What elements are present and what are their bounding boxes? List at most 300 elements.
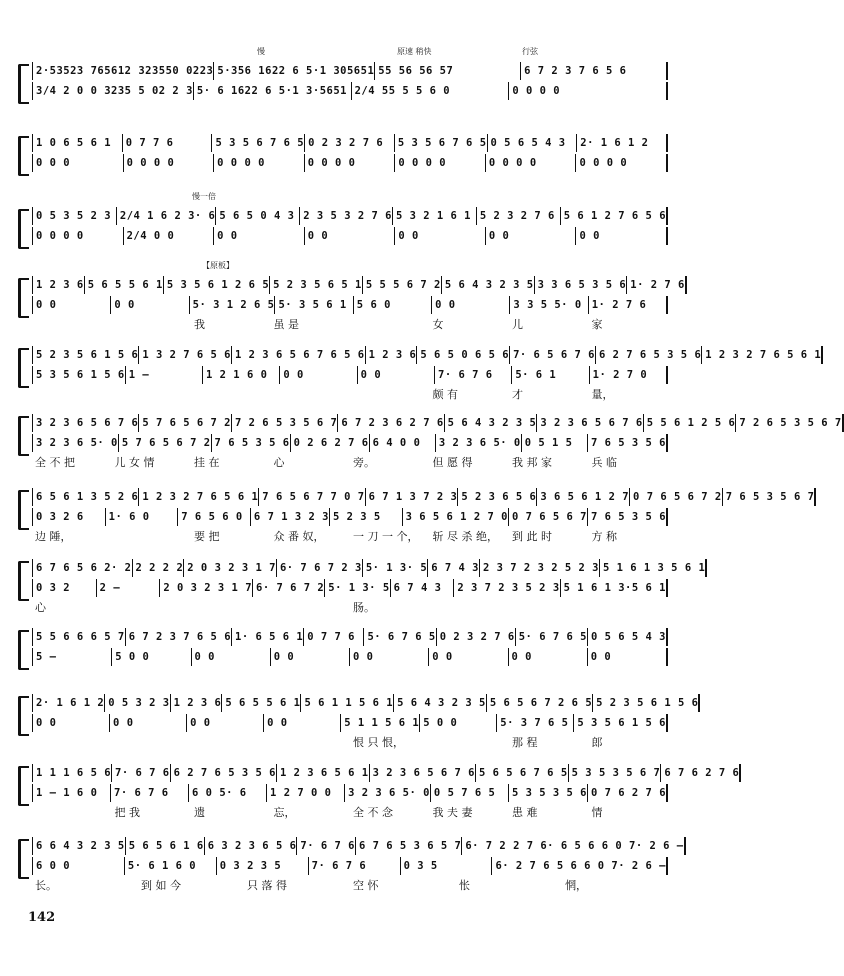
measure: 6 7 1 3 7 2 3 bbox=[366, 488, 459, 506]
measure: 2 3 7 2 3 5 2 3 bbox=[454, 579, 560, 597]
tempo-direction: 慢 bbox=[257, 47, 265, 56]
measure: 0 0 bbox=[350, 648, 429, 666]
measure: 5 3 5 6 7 6 5 bbox=[212, 134, 305, 152]
lyric: 家 bbox=[591, 318, 603, 331]
measure: 0 0 0 0 bbox=[124, 154, 215, 172]
vocal-staff bbox=[32, 508, 668, 526]
melody-staff bbox=[32, 837, 684, 855]
lyrics-line bbox=[32, 528, 668, 542]
lyric bbox=[32, 102, 191, 116]
system-bracket bbox=[18, 348, 29, 388]
lyric bbox=[112, 316, 192, 330]
measure: 1 2 3 6 bbox=[32, 276, 85, 294]
lyric: 兵 临 bbox=[591, 456, 617, 469]
measure: 5 3 5 3 5 6 7 bbox=[569, 764, 662, 782]
measure: 5 6 5 5 6 1 bbox=[85, 276, 164, 294]
measure: 6 7 1 3 2 3 bbox=[251, 508, 330, 526]
system-bracket bbox=[18, 278, 29, 318]
measure: 5 6 5 5 6 1 bbox=[222, 694, 301, 712]
lyrics-line bbox=[32, 454, 668, 468]
measure: 7 6 5 3 5 6 bbox=[588, 434, 668, 452]
score-system bbox=[22, 760, 740, 820]
lyric bbox=[32, 804, 112, 818]
lyric bbox=[32, 734, 112, 748]
lyric bbox=[214, 247, 305, 261]
lyric: 遗 bbox=[194, 806, 205, 819]
lyric bbox=[32, 316, 112, 330]
lyric: 挂 在 bbox=[194, 456, 220, 469]
lyric bbox=[509, 599, 589, 613]
measure: 0 5 7 6 5 bbox=[431, 784, 509, 802]
measure: 2 0 3 2 3 1 7 bbox=[160, 579, 253, 597]
measure: 0 0 bbox=[111, 296, 189, 314]
lyric bbox=[430, 668, 510, 682]
system-bracket bbox=[18, 136, 29, 176]
lyric: 众 番 奴， bbox=[273, 530, 325, 543]
measure: 5 3 5 6 1 5 6 bbox=[32, 366, 126, 384]
lyric: 斩 尽 杀 绝， bbox=[432, 530, 498, 543]
lyric: 恨 只 恨， bbox=[353, 736, 404, 749]
tempo-direction: 慢一倍 bbox=[192, 192, 216, 201]
lyric: 怅 bbox=[459, 879, 470, 892]
measure: 0 0 bbox=[32, 714, 110, 732]
system-bracket bbox=[18, 839, 29, 879]
measure: 1 2 3 2 7 6 5 6 1 bbox=[139, 488, 259, 506]
lyric bbox=[271, 734, 351, 748]
system-bracket bbox=[18, 696, 29, 736]
measure: 0 0 bbox=[192, 648, 271, 666]
measure: 7 2 6 5 3 5 6 7 bbox=[736, 414, 843, 432]
system-bracket bbox=[18, 209, 29, 249]
lyrics-line bbox=[32, 316, 668, 330]
measure: 0 0 bbox=[588, 648, 668, 666]
lyric bbox=[32, 174, 123, 188]
measure: 7· 6 7 6 bbox=[297, 837, 356, 855]
lyric bbox=[112, 734, 192, 748]
measure: 1 2 3 6 bbox=[171, 694, 223, 712]
measure: 1 — 1 6 0 bbox=[32, 784, 111, 802]
measure: 0 0 bbox=[271, 648, 350, 666]
measure: 5 3 5 3 5 6 bbox=[509, 784, 588, 802]
lyric bbox=[123, 174, 214, 188]
measure: 5· 1 3· 5 bbox=[363, 559, 428, 577]
measure: 5 6 1 2 7 6 5 6 bbox=[561, 207, 668, 225]
lyric bbox=[589, 599, 669, 613]
measure: 3 3 6 5 3 5 6 bbox=[535, 276, 628, 294]
lyric bbox=[350, 102, 509, 116]
measure: 0 3 2 3 5 bbox=[217, 857, 309, 875]
measure: 5 2 3 2 7 6 bbox=[477, 207, 561, 225]
melody-staff bbox=[32, 134, 668, 152]
measure: 7· 6 7 6 bbox=[309, 857, 401, 875]
measure: 0 0 bbox=[187, 714, 264, 732]
measure: 5 7 6 5 6 7 2 bbox=[119, 434, 212, 452]
lyric: 方 称 bbox=[591, 530, 617, 543]
measure: 0 0 0 0 bbox=[395, 154, 486, 172]
measure: 5 1 1 5 6 1 bbox=[341, 714, 420, 732]
measure: 0 7 6 5 6 7 2 bbox=[630, 488, 723, 506]
lyric bbox=[191, 386, 271, 400]
measure: 6· 2 7 6 5 6 6 0 7· 2 6 — bbox=[492, 857, 668, 875]
melody-staff bbox=[32, 346, 822, 364]
lyric bbox=[32, 386, 112, 400]
measure: 6 7 2 3 6 2 7 6 bbox=[338, 414, 444, 432]
measure: 6· 7 6 7 2 bbox=[253, 579, 325, 597]
score-system bbox=[22, 555, 706, 615]
melody-staff bbox=[32, 62, 668, 80]
measure: 0 0 bbox=[214, 227, 305, 245]
measure: 1· 6 0 bbox=[106, 508, 179, 526]
measure: 3 6 5 6 1 2 7 bbox=[537, 488, 630, 506]
lyric bbox=[350, 668, 430, 682]
measure: 1 2 3 6 5 6 1 bbox=[277, 764, 370, 782]
measure: 5 2 3 5 6 1 5 6 bbox=[32, 346, 139, 364]
lyric: 要 把 bbox=[194, 530, 220, 543]
lyric: 我 夫 妻 bbox=[432, 806, 473, 819]
lyric bbox=[191, 102, 350, 116]
measure: 5· 1 3· 5 bbox=[325, 579, 390, 597]
lyric: 女 bbox=[432, 318, 444, 331]
measure: 0 5 1 5 bbox=[522, 434, 588, 452]
lyric bbox=[191, 734, 271, 748]
measure: 3 2 3 6 5 6 7 6 bbox=[370, 764, 476, 782]
measure: 0 5 3 5 2 3 bbox=[32, 207, 117, 225]
measure: 0 5 3 2 3 bbox=[105, 694, 170, 712]
lyric bbox=[577, 174, 668, 188]
measure: 7 6 5 6 0 bbox=[178, 508, 251, 526]
lyric: 我 邦 家 bbox=[512, 456, 552, 469]
measure: 5· 3 5 6 1 bbox=[275, 296, 353, 314]
lyric bbox=[589, 668, 669, 682]
lyric: 量， bbox=[591, 388, 614, 401]
lyric: 虽 是 bbox=[273, 318, 299, 331]
measure: 6· 7 2 2 7 6· 6 5 6 6 0 7· 2 6 — bbox=[462, 837, 685, 855]
lyric bbox=[509, 668, 589, 682]
measure: 0 0 0 bbox=[32, 154, 124, 172]
measure: 7 6 5 3 5 6 bbox=[588, 508, 668, 526]
measure: 1 2 1 6 0 bbox=[203, 366, 280, 384]
measure: 0 0 0 0 bbox=[214, 154, 305, 172]
measure: 0 0 bbox=[395, 227, 486, 245]
measure: 6 7 6 2 7 6 bbox=[661, 764, 741, 782]
measure: 2· 1 6 1 2 bbox=[32, 694, 105, 712]
lyric: 空 怀 bbox=[353, 879, 379, 892]
measure: 2· 1 6 1 2 bbox=[577, 134, 668, 152]
measure: 5·356 1622 6 5·1 305651 bbox=[214, 62, 375, 80]
measure: 0 0 bbox=[576, 227, 668, 245]
measure: 7 6 5 6 7 7 0 7 bbox=[259, 488, 365, 506]
lyric: 忘， bbox=[273, 806, 296, 819]
measure: 5 6 5 0 4 3 bbox=[216, 207, 300, 225]
measure: 3/4 2 0 0 3235 5 02 2 3 bbox=[32, 82, 194, 100]
measure: 6 2 7 6 5 3 5 6 bbox=[596, 346, 702, 364]
measure: 0 0 0 0 bbox=[576, 154, 668, 172]
score-system bbox=[22, 261, 685, 332]
lyrics-line bbox=[32, 599, 668, 613]
lyric bbox=[486, 174, 577, 188]
measure: 2 2 2 2 bbox=[133, 559, 185, 577]
measure: 0 3 5 bbox=[401, 857, 493, 875]
vocal-staff bbox=[32, 714, 668, 732]
lyric bbox=[430, 599, 510, 613]
measure: 6 7 2 3 7 6 5 6 bbox=[126, 628, 232, 646]
measure: 5· 6 1 bbox=[512, 366, 589, 384]
measure: 5 1 6 1 3 5 6 1 bbox=[600, 559, 707, 577]
measure: 0 2 3 2 7 6 bbox=[305, 134, 395, 152]
measure: 0 0 bbox=[509, 648, 588, 666]
lyric: 长。 bbox=[35, 879, 57, 892]
measure: 2 3 5 3 2 7 6 bbox=[300, 207, 393, 225]
lyric: 那 程 bbox=[512, 736, 538, 749]
measure: 2 0 3 2 3 1 7 bbox=[184, 559, 277, 577]
lyric bbox=[123, 247, 214, 261]
measure: 5 3 5 6 7 6 5 bbox=[395, 134, 488, 152]
score-system bbox=[22, 342, 822, 402]
score-system bbox=[22, 410, 842, 470]
measure: 5 3 5 6 1 5 6 bbox=[574, 714, 668, 732]
measure: 1 — bbox=[126, 366, 203, 384]
lyric bbox=[305, 174, 396, 188]
measure: 0 0 0 0 bbox=[305, 154, 396, 172]
measure: 3 2 3 6 5 6 7 6 bbox=[32, 414, 139, 432]
score-system bbox=[22, 624, 668, 684]
lyric: 颇 有 bbox=[432, 388, 458, 401]
measure: 5 2 3 5 6 1 5 6 bbox=[593, 694, 700, 712]
measure: 5 2 3 6 5 6 bbox=[458, 488, 537, 506]
lyric bbox=[430, 734, 510, 748]
measure: 7 6 5 3 5 6 7 bbox=[723, 488, 817, 506]
measure: 5· 6 1 6 0 bbox=[125, 857, 217, 875]
lyrics-line bbox=[32, 734, 668, 748]
lyrics-line bbox=[32, 668, 668, 682]
vocal-staff bbox=[32, 857, 668, 875]
measure: 6 6 4 3 2 3 5 bbox=[32, 837, 126, 855]
measure: 1· 2 7 6 bbox=[627, 276, 687, 294]
measure: 6 7 6 5 6 2· 2 bbox=[32, 559, 133, 577]
measure: 6 5 6 1 3 5 2 6 bbox=[32, 488, 139, 506]
measure: 6 7 2 3 7 6 5 6 bbox=[521, 62, 668, 80]
lyric bbox=[112, 528, 192, 542]
measure: 1· 6 5 6 1 bbox=[232, 628, 304, 646]
lyric bbox=[191, 668, 271, 682]
lyric: 患 难 bbox=[512, 806, 538, 819]
measure: 2/4 1 6 2 3· 6 bbox=[117, 207, 217, 225]
measure: 2/4 0 0 bbox=[124, 227, 215, 245]
lyric bbox=[395, 174, 486, 188]
lyric: 到 如 今 bbox=[141, 879, 181, 892]
measure: 5 6 0 bbox=[354, 296, 432, 314]
vocal-staff bbox=[32, 296, 668, 314]
vocal-staff bbox=[32, 366, 668, 384]
measure: 5 0 0 bbox=[420, 714, 497, 732]
melody-staff bbox=[32, 276, 685, 294]
measure: 1 0 6 5 6 1 bbox=[32, 134, 123, 152]
measure: 6 3 2 3 6 5 6 bbox=[205, 837, 298, 855]
lyrics-line bbox=[32, 386, 668, 400]
measure: 5 6 1 1 5 6 1 bbox=[301, 694, 394, 712]
measure: 3 2 3 6 5 6 7 6 bbox=[537, 414, 643, 432]
lyric: 肠。 bbox=[353, 601, 375, 614]
lyric: 郎 bbox=[591, 736, 603, 749]
melody-staff bbox=[32, 628, 668, 646]
measure: 0 5 6 5 4 3 bbox=[488, 134, 578, 152]
measure: 0 7 6 5 6 7 bbox=[509, 508, 588, 526]
measure: 5 3 2 1 6 1 bbox=[393, 207, 477, 225]
measure: 0 0 bbox=[358, 366, 435, 384]
lyric bbox=[112, 386, 192, 400]
tempo-direction: 行弦 bbox=[522, 47, 538, 56]
vocal-staff bbox=[32, 648, 668, 666]
vocal-staff bbox=[32, 227, 668, 245]
lyric: 心 bbox=[35, 601, 46, 614]
system-bracket bbox=[18, 64, 29, 104]
lyric: 儿 bbox=[512, 318, 523, 331]
measure: 0 3 2 6 bbox=[32, 508, 106, 526]
measure: 6 2 7 6 5 3 5 6 bbox=[171, 764, 277, 782]
lyric bbox=[395, 247, 486, 261]
melody-staff bbox=[32, 559, 706, 577]
lyric bbox=[214, 174, 305, 188]
lyric bbox=[271, 668, 351, 682]
measure: 0 0 0 0 bbox=[32, 227, 124, 245]
lyric: 儿 女 情 bbox=[114, 456, 155, 469]
measure: 0 0 bbox=[429, 648, 508, 666]
measure: 0 0 bbox=[305, 227, 396, 245]
measure: 0 3 2 bbox=[32, 579, 97, 597]
measure: 3 2 3 6 5· 0 bbox=[32, 434, 119, 452]
measure: 6 0 0 bbox=[32, 857, 125, 875]
measure: 2 — bbox=[97, 579, 161, 597]
measure: 0 7 7 6 bbox=[123, 134, 213, 152]
measure: 1 2 3 6 bbox=[366, 346, 418, 364]
measure: 3 2 3 6 5· 0 bbox=[436, 434, 522, 452]
score-system bbox=[22, 47, 668, 118]
measure: 1 2 7 0 0 bbox=[267, 784, 345, 802]
measure: 6 7 4 3 bbox=[428, 559, 480, 577]
lyric bbox=[191, 599, 271, 613]
measure: 5· 3 7 6 5 bbox=[497, 714, 574, 732]
measure: 6 7 6 5 3 6 5 7 bbox=[356, 837, 462, 855]
measure: 5 0 0 bbox=[112, 648, 191, 666]
system-bracket bbox=[18, 416, 29, 456]
lyric bbox=[305, 247, 396, 261]
measure: 5 5 5 6 7 2 bbox=[363, 276, 442, 294]
lyric: 情 bbox=[591, 806, 603, 819]
measure: 5 5 6 6 6 5 7 bbox=[32, 628, 126, 646]
lyric bbox=[32, 247, 123, 261]
lyric: 一 刀 一 个， bbox=[353, 530, 419, 543]
measure: 5· 6 7 6 5 bbox=[364, 628, 436, 646]
lyrics-line bbox=[32, 102, 668, 116]
lyric: 全 不 把 bbox=[35, 456, 75, 469]
system-bracket bbox=[18, 630, 29, 670]
measure: 5 6 4 3 2 3 5 bbox=[442, 276, 535, 294]
measure: 2/4 55 5 5 6 0 bbox=[352, 82, 510, 100]
measure: 5· 6 1622 6 5·1 3·5651 bbox=[194, 82, 352, 100]
measure: 0 0 bbox=[280, 366, 357, 384]
score-system bbox=[22, 833, 684, 893]
measure: 1 2 3 6 5 6 7 6 5 6 bbox=[232, 346, 366, 364]
score-system bbox=[22, 484, 815, 544]
measure: 7· 6 5 6 7 6 bbox=[510, 346, 596, 364]
melody-staff bbox=[32, 488, 815, 506]
measure: 7· 6 7 6 bbox=[111, 784, 189, 802]
tempo-direction: 【原板】 bbox=[202, 261, 234, 270]
measure: 0 0 bbox=[110, 714, 187, 732]
measure: 0 0 0 0 bbox=[486, 154, 577, 172]
measure: 6 4 0 0 bbox=[370, 434, 436, 452]
measure: 1· 2 7 6 bbox=[589, 296, 668, 314]
lyric: 全 不 念 bbox=[353, 806, 393, 819]
lyrics-line bbox=[32, 877, 668, 891]
lyric bbox=[509, 102, 668, 116]
measure: 1· 2 7 0 bbox=[590, 366, 668, 384]
measure: 5 3 5 6 1 2 6 5 bbox=[164, 276, 270, 294]
measure: 0 0 bbox=[264, 714, 341, 732]
measure: 0 0 bbox=[486, 227, 577, 245]
system-bracket bbox=[18, 561, 29, 601]
lyric bbox=[486, 247, 577, 261]
lyric bbox=[32, 668, 112, 682]
measure: 0 0 bbox=[32, 296, 111, 314]
lyric: 惘， bbox=[565, 879, 587, 892]
melody-staff bbox=[32, 764, 740, 782]
lyric bbox=[112, 599, 192, 613]
measure: 5 6 5 6 7 2 6 5 bbox=[487, 694, 593, 712]
lyric: 到 此 时 bbox=[512, 530, 552, 543]
measure: 5 5 6 1 2 5 6 bbox=[644, 414, 737, 432]
measure: 3 6 5 6 1 2 7 0 bbox=[403, 508, 509, 526]
measure: 5· 3 1 2 6 5 bbox=[190, 296, 276, 314]
lyric: 把 我 bbox=[114, 806, 140, 819]
measure: 6 7 4 3 bbox=[391, 579, 455, 597]
measure: 5 6 5 6 1 6 bbox=[126, 837, 205, 855]
measure: 0 0 0 0 bbox=[509, 82, 668, 100]
measure: 0 7 7 6 bbox=[304, 628, 364, 646]
measure: 5· 6 7 6 5 bbox=[516, 628, 588, 646]
measure: 3 3 5 5· 0 bbox=[510, 296, 588, 314]
lyric: 只 落 得 bbox=[247, 879, 287, 892]
vocal-staff bbox=[32, 434, 668, 452]
measure: 0 7 6 2 7 6 bbox=[588, 784, 668, 802]
melody-staff bbox=[32, 414, 842, 432]
lyric: 才 bbox=[512, 388, 523, 401]
vocal-staff bbox=[32, 154, 668, 172]
lyrics-line bbox=[32, 174, 668, 188]
lyric: 但 愿 得 bbox=[432, 456, 473, 469]
measure: 1 2 3 2 7 6 5 6 1 bbox=[702, 346, 823, 364]
page-number: 142 bbox=[28, 910, 56, 925]
measure: 5 2 3 5 6 5 1 bbox=[270, 276, 363, 294]
lyric bbox=[350, 316, 430, 330]
system-bracket bbox=[18, 766, 29, 806]
vocal-staff bbox=[32, 82, 668, 100]
measure: 3 2 3 6 5· 0 bbox=[345, 784, 431, 802]
score-system bbox=[22, 130, 668, 190]
vocal-staff bbox=[32, 784, 668, 802]
melody-staff bbox=[32, 207, 668, 225]
lyric bbox=[271, 599, 351, 613]
lyric bbox=[112, 668, 192, 682]
measure: 6· 7 6 7 2 3 bbox=[277, 559, 363, 577]
measure: 5 — bbox=[32, 648, 112, 666]
lyric: 边 陲， bbox=[35, 530, 72, 543]
measure: 55 56 56 57 bbox=[375, 62, 521, 80]
measure: 5 6 5 6 7 6 5 bbox=[476, 764, 569, 782]
tempo-direction: 原速 稍快 bbox=[397, 47, 432, 56]
lyric: 心 bbox=[273, 456, 285, 469]
measure: 7· 6 7 6 bbox=[112, 764, 171, 782]
